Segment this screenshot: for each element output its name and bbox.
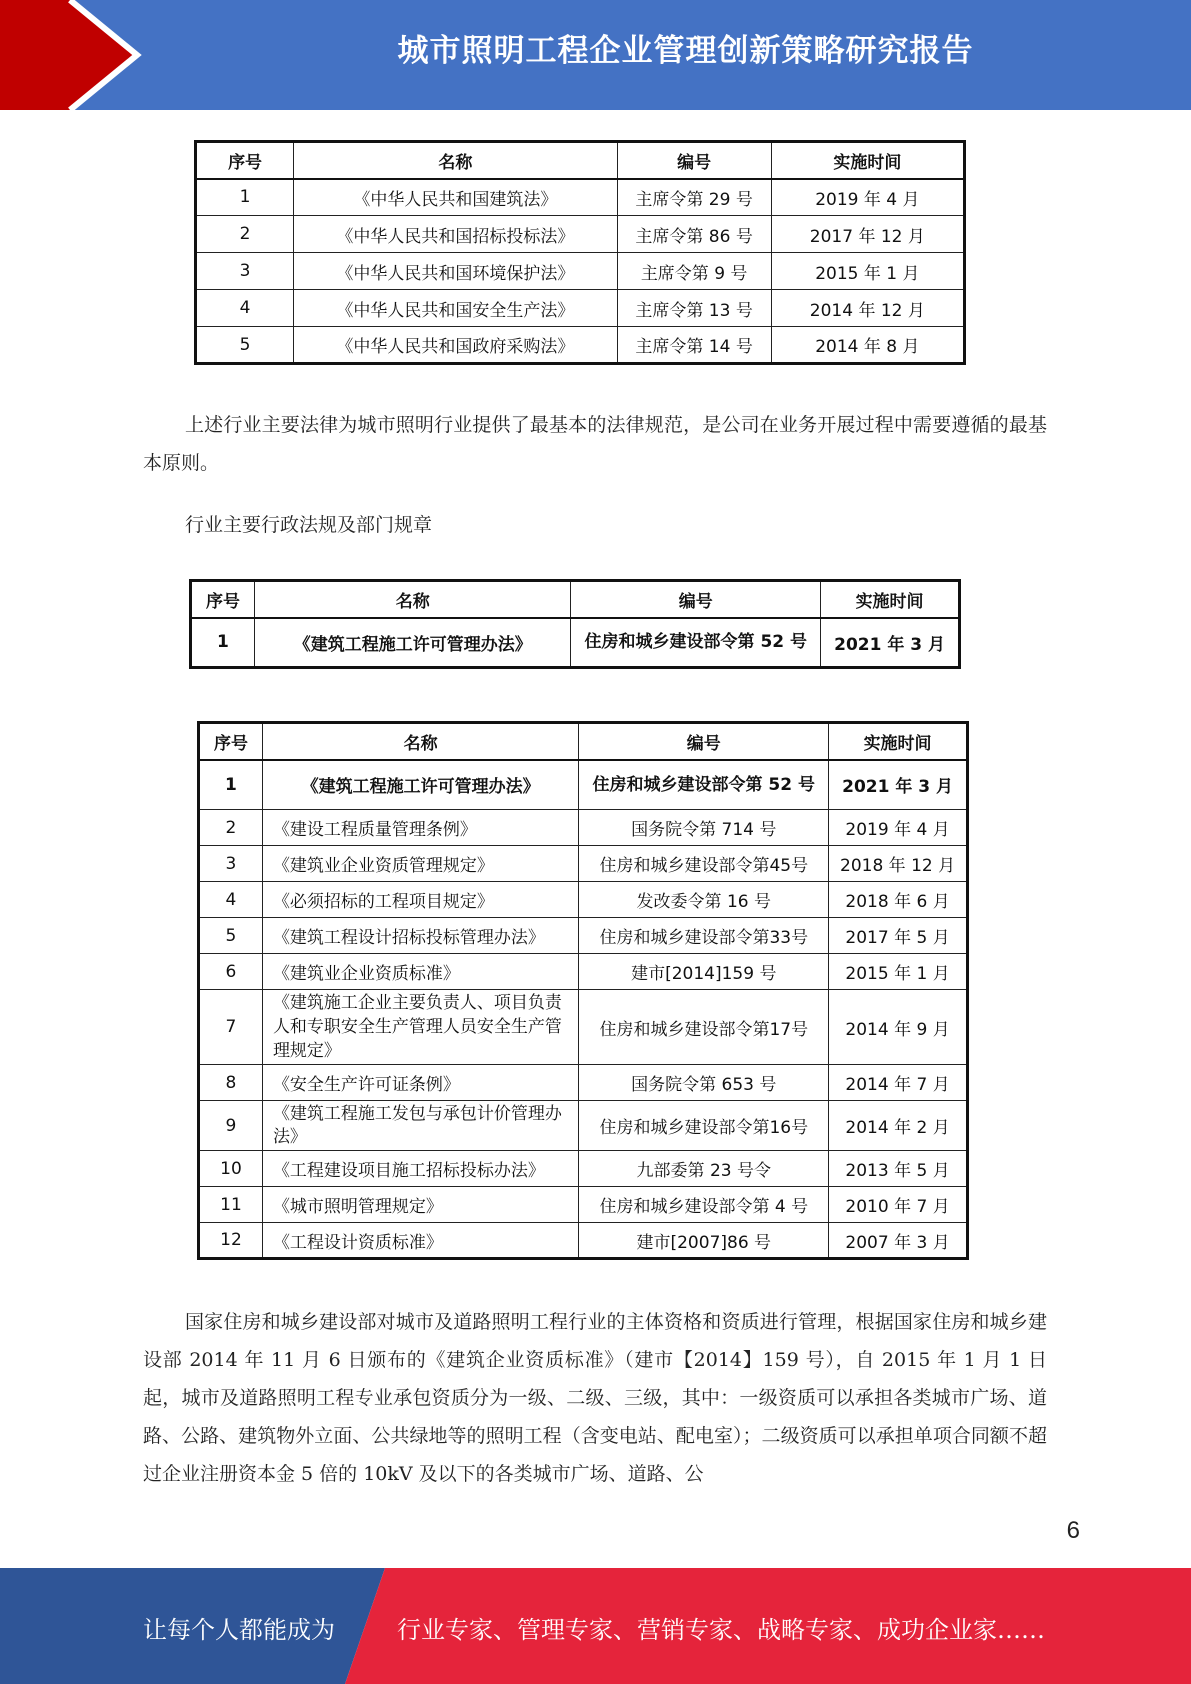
cell-date: 2014 年 7 月 xyxy=(829,1065,968,1101)
footer-slogan-right: 行业专家、管理专家、营销专家、战略专家、成功企业家…… xyxy=(397,1616,1045,1644)
cell-index: 7 xyxy=(199,990,263,1065)
cell-index: 1 xyxy=(191,618,255,668)
cell-code: 主席令第 9 号 xyxy=(617,253,771,290)
cell-code: 九部委第 23 号令 xyxy=(579,1151,829,1187)
cell-date: 2019 年 4 月 xyxy=(829,810,968,846)
table-row xyxy=(199,990,968,1065)
cell-name: 《中华人民共和国环境保护法》 xyxy=(294,253,617,290)
table-row xyxy=(196,327,965,364)
cell-date: 2007 年 3 月 xyxy=(829,1223,968,1259)
column-header: 序号 xyxy=(191,581,255,618)
cell-name: 《中华人民共和国安全生产法》 xyxy=(294,290,617,327)
cell-index: 8 xyxy=(199,1065,263,1101)
table-row xyxy=(199,954,968,990)
cell-index: 3 xyxy=(199,846,263,882)
cell-name: 《建筑业企业资质管理规定》 xyxy=(262,846,578,882)
cell-code: 住房和城乡建设部令第 52 号 xyxy=(579,760,829,810)
cell-code: 建市[2014]159 号 xyxy=(579,954,829,990)
cell-code: 住房和城乡建设部令第45号 xyxy=(579,846,829,882)
cell-name: 《城市照明管理规定》 xyxy=(262,1187,578,1223)
cell-date: 2014 年 2 月 xyxy=(829,1101,968,1151)
table-row xyxy=(196,253,965,290)
column-header: 实施时间 xyxy=(771,142,964,179)
regulation-table xyxy=(197,721,969,1260)
cell-index: 4 xyxy=(196,290,294,327)
cell-index: 2 xyxy=(199,810,263,846)
cell-index: 4 xyxy=(199,882,263,918)
column-header: 实施时间 xyxy=(829,723,968,760)
column-header: 序号 xyxy=(199,723,263,760)
cell-code: 建市[2007]86 号 xyxy=(579,1223,829,1259)
cell-name: 《建筑工程施工许可管理办法》 xyxy=(262,760,578,810)
cell-index: 5 xyxy=(199,918,263,954)
footer-slogan-left: 让每个人都能成为 xyxy=(143,1616,335,1644)
table-row xyxy=(196,216,965,253)
column-header: 编号 xyxy=(579,723,829,760)
cell-code: 住房和城乡建设部令第33号 xyxy=(579,918,829,954)
cell-date: 2015 年 1 月 xyxy=(829,954,968,990)
cell-name: 《中华人民共和国政府采购法》 xyxy=(294,327,617,364)
table-row xyxy=(199,918,968,954)
cell-index: 12 xyxy=(199,1223,263,1259)
cell-name: 《建筑工程设计招标投标管理办法》 xyxy=(262,918,578,954)
cell-code: 住房和城乡建设部令第17号 xyxy=(579,990,829,1065)
cell-name: 《建筑业企业资质标准》 xyxy=(262,954,578,990)
section-label: 行业主要行政法规及部门规章 xyxy=(185,514,433,536)
table-row xyxy=(199,810,968,846)
table-header-row xyxy=(196,142,965,179)
body-paragraph: 国家住房和城乡建设部对城市及道路照明工程行业的主体资格和资质进行管理，根据国家住房和城乡建设部 2014 年 11 月 6 日颁布的《建筑企业资质标准》（建市【2014】159 号），自 2015 年 1 月 1 日起，城市及道路照明工程专业承包资质分为一级、二级、三级，其中：一级资质可以承担各类城市广场、道路、公路、建筑物外立面、公共绿地等的照明工程（含变电站、配电室）；二级资质可以承担单项合同额不超过企业注册资本金 5 倍的 10kV 及以下的各类城市广场、道路、公 xyxy=(143,1311,1047,1485)
cell-date: 2018 年 12 月 xyxy=(829,846,968,882)
cell-index: 3 xyxy=(196,253,294,290)
cell-date: 2015 年 1 月 xyxy=(771,253,964,290)
cell-date: 2019 年 4 月 xyxy=(771,179,964,216)
column-header: 名称 xyxy=(254,581,571,618)
column-header: 编号 xyxy=(571,581,821,618)
cell-date: 2010 年 7 月 xyxy=(829,1187,968,1223)
cell-date: 2017 年 12 月 xyxy=(771,216,964,253)
cell-code: 住房和城乡建设部令第 4 号 xyxy=(579,1187,829,1223)
cell-name: 《工程建设项目施工招标投标办法》 xyxy=(262,1151,578,1187)
cell-code: 国务院令第 714 号 xyxy=(579,810,829,846)
table-row xyxy=(199,1065,968,1101)
cell-date: 2014 年 9 月 xyxy=(829,990,968,1065)
cell-name: 《必须招标的工程项目规定》 xyxy=(262,882,578,918)
table-header-row xyxy=(199,723,968,760)
column-header: 实施时间 xyxy=(821,581,960,618)
table-row xyxy=(199,882,968,918)
table-row xyxy=(191,618,960,668)
cell-date: 2017 年 5 月 xyxy=(829,918,968,954)
cell-name: 《中华人民共和国建筑法》 xyxy=(294,179,617,216)
cell-index: 1 xyxy=(199,760,263,810)
cell-date: 2021 年 3 月 xyxy=(821,618,960,668)
cell-code: 国务院令第 653 号 xyxy=(579,1065,829,1101)
cell-name: 《建筑工程施工发包与承包计价管理办法》 xyxy=(262,1101,578,1151)
cell-index: 2 xyxy=(196,216,294,253)
table-row xyxy=(199,846,968,882)
table-row xyxy=(196,179,965,216)
cell-code: 主席令第 86 号 xyxy=(617,216,771,253)
cell-name: 《工程设计资质标准》 xyxy=(262,1223,578,1259)
table-row xyxy=(199,1187,968,1223)
cell-index: 9 xyxy=(199,1101,263,1151)
cell-name: 《建设工程质量管理条例》 xyxy=(262,810,578,846)
table-row xyxy=(199,1223,968,1259)
regulation-table-partial xyxy=(189,579,961,669)
cell-date: 2018 年 6 月 xyxy=(829,882,968,918)
page-number: 6 xyxy=(1066,1517,1080,1544)
cell-code: 主席令第 14 号 xyxy=(617,327,771,364)
cell-index: 5 xyxy=(196,327,294,364)
cell-date: 2014 年 8 月 xyxy=(771,327,964,364)
column-header: 编号 xyxy=(617,142,771,179)
column-header: 序号 xyxy=(196,142,294,179)
cell-code: 住房和城乡建设部令第16号 xyxy=(579,1101,829,1151)
cell-index: 6 xyxy=(199,954,263,990)
cell-code: 住房和城乡建设部令第 52 号 xyxy=(571,618,821,668)
laws-table xyxy=(194,140,966,365)
column-header: 名称 xyxy=(294,142,617,179)
cell-date: 2014 年 12 月 xyxy=(771,290,964,327)
cell-name: 《建筑工程施工许可管理办法》 xyxy=(254,618,571,668)
column-header: 名称 xyxy=(262,723,578,760)
cell-name: 《中华人民共和国招标投标法》 xyxy=(294,216,617,253)
table-header-row xyxy=(191,581,960,618)
cell-code: 发改委令第 16 号 xyxy=(579,882,829,918)
table-row xyxy=(199,1151,968,1187)
table-row xyxy=(196,290,965,327)
cell-name: 《建筑施工企业主要负责人、项目负责人和专职安全生产管理人员安全生产管理规定》 xyxy=(262,990,578,1065)
cell-date: 2021 年 3 月 xyxy=(829,760,968,810)
cell-code: 主席令第 13 号 xyxy=(617,290,771,327)
body-paragraph: 上述行业主要法律为城市照明行业提供了最基本的法律规范，是公司在业务开展过程中需要遵循的最基本原则。 xyxy=(143,414,1047,474)
cell-date: 2013 年 5 月 xyxy=(829,1151,968,1187)
cell-code: 主席令第 29 号 xyxy=(617,179,771,216)
header-arrow-icon xyxy=(0,0,160,110)
table-row xyxy=(199,1101,968,1151)
page-header xyxy=(0,0,1191,110)
cell-name: 《安全生产许可证条例》 xyxy=(262,1065,578,1101)
table-row xyxy=(199,760,968,810)
report-title: 城市照明工程企业管理创新策略研究报告 xyxy=(397,33,974,69)
cell-index: 10 xyxy=(199,1151,263,1187)
cell-index: 11 xyxy=(199,1187,263,1223)
cell-index: 1 xyxy=(196,179,294,216)
